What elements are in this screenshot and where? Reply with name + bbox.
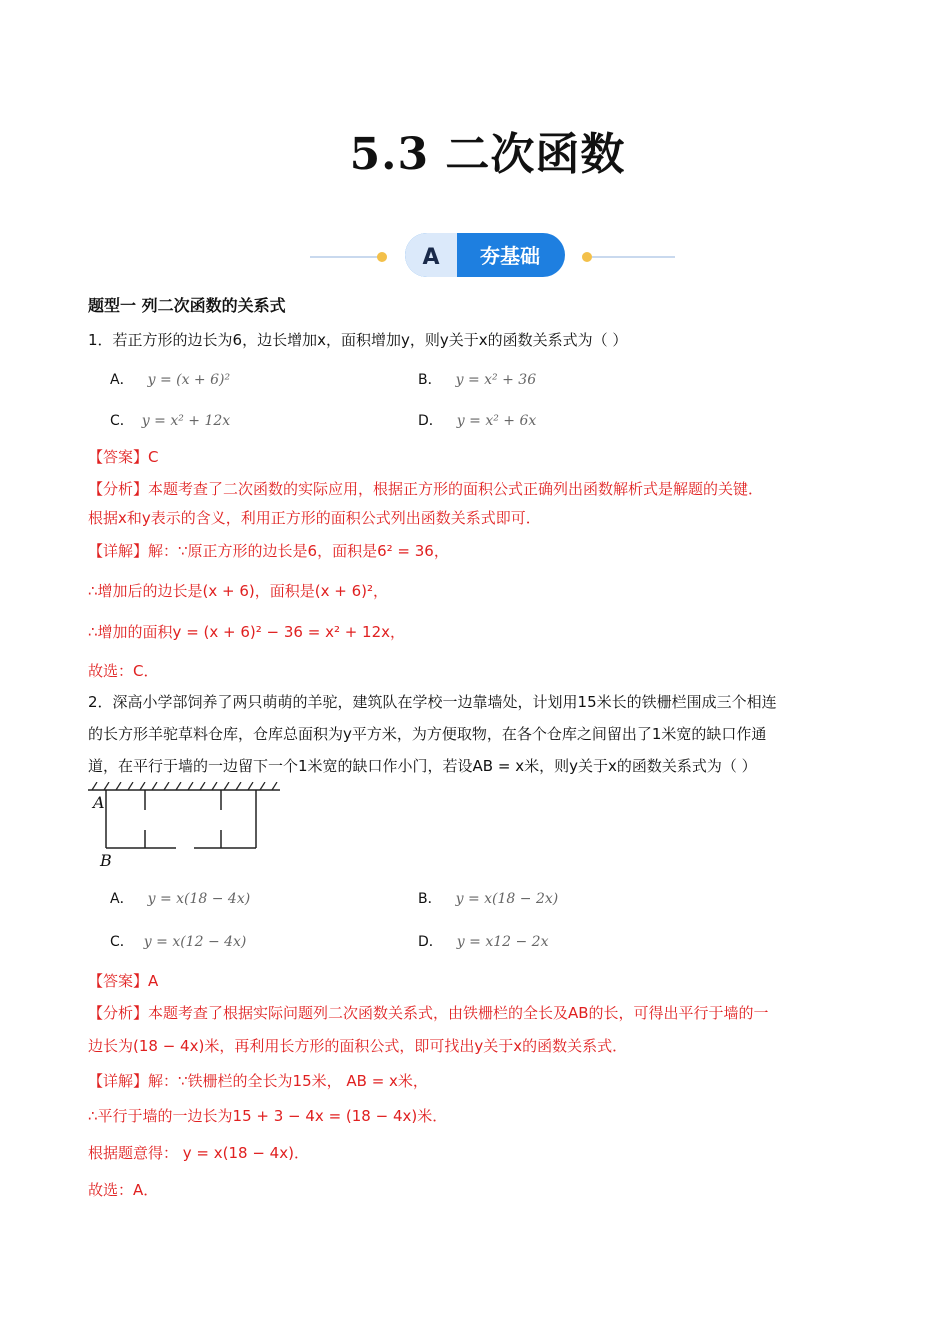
q2-option-b: B． y = x(18 − 2x) — [418, 891, 559, 907]
q2-stem-line3: 道，在平行于墙的一边留下一个1米宽的缺口作小门，若设AB = x米，则y关于x的函数关系式为（ ） — [88, 757, 757, 775]
banner-letter: A — [422, 245, 440, 270]
banner-label: 夯基础 — [480, 244, 540, 268]
q1-analysis-line1: 【分析】本题考查了二次函数的实际应用，根据正方形的面积公式正确列出函数解析式是解题的关键． — [88, 480, 764, 498]
q2-option-a: A． y = x(18 − 4x) — [110, 891, 251, 907]
q2-detail-line1: 【详解】解：∵铁栅栏的全长为15米， AB = x米， — [88, 1072, 428, 1090]
q2-analysis-line2: 边长为(18 − 4x)米，再利用长方形的面积公式，即可找出y关于x的函数关系式． — [88, 1037, 628, 1055]
q2-detail-line3: 根据题意得： y = x(18 − 4x)． — [88, 1144, 309, 1162]
q2-option-d: D． y = x12 − 2x — [418, 934, 549, 950]
wall-hatching — [92, 782, 277, 790]
q2-stem-line1: 2．深高小学部饲养了两只萌萌的羊驼，建筑队在学校一边靠墙处，计划用15米长的铁栅栏围成三个相连 — [88, 693, 777, 711]
point-a-label: A — [93, 793, 105, 812]
q1-detail-line2: ∴增加后的边长是(x + 6)，面积是(x + 6)²， — [88, 582, 389, 600]
section-banner — [310, 228, 690, 284]
q2-analysis-line1: 【分析】本题考查了根据实际问题列二次函数关系式，由铁栅栏的全长及AB的长，可得出平行于墙的一 — [88, 1004, 769, 1022]
q2-stem-line2: 的长方形羊驼草料仓库，仓库总面积为y平方米，为方便取物，在各个仓库之间留出了1米宽的缺口作通 — [88, 725, 767, 743]
q1-answer: 【答案】C — [88, 448, 159, 466]
q1-stem: 1．若正方形的边长为6，边长增加x，面积增加y，则y关于x的函数关系式为（ ） — [88, 331, 628, 349]
point-b-label: B — [100, 851, 112, 870]
q1-option-c: C． y = x² + 12x — [110, 413, 231, 429]
q2-answer: 【答案】A — [88, 972, 159, 990]
q1-option-d: D． y = x² + 6x — [418, 413, 537, 429]
q2-choice: 故选：A． — [88, 1181, 159, 1199]
q1-option-b: B． y = x² + 36 — [418, 372, 537, 388]
fence-lines — [106, 790, 256, 848]
banner-dot-right — [582, 252, 592, 262]
q1-option-a: A． y = (x + 6)² — [110, 372, 231, 388]
banner-dot-left — [377, 252, 387, 262]
q1-choice: 故选：C． — [88, 662, 159, 680]
q1-analysis-line2: 根据x和y表示的含义，利用正方形的面积公式列出函数关系式即可． — [88, 509, 541, 527]
q1-detail-line1: 【详解】解：∵原正方形的边长是6，面积是6² = 36， — [88, 542, 449, 560]
q1-detail-line3: ∴增加的面积y = (x + 6)² − 36 = x² + 12x， — [88, 623, 406, 641]
section-heading: 题型一 列二次函数的关系式 — [88, 296, 286, 315]
q2-detail-line2: ∴平行于墙的一边长为15 + 3 − 4x = (18 − 4x)米． — [88, 1107, 448, 1125]
q2-option-c: C． y = x(12 − 4x) — [110, 934, 247, 950]
enclosure-diagram — [88, 782, 288, 872]
page-title: 5.3 二次函数 — [349, 129, 626, 180]
